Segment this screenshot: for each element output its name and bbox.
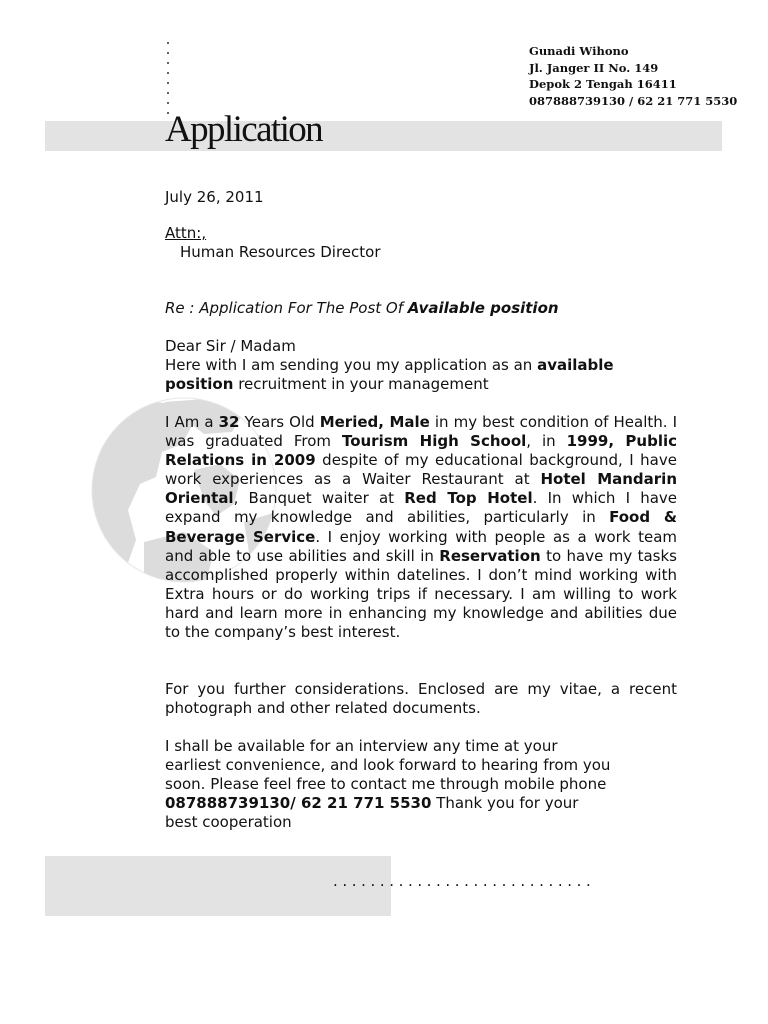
highlight-text: available xyxy=(537,356,614,374)
paragraph-intro xyxy=(165,356,677,394)
employer-name: Hotel Mandarin Oriental xyxy=(165,470,677,508)
attention-label: Attn:, xyxy=(165,224,207,242)
employer-name: Red Top Hotel xyxy=(404,489,533,508)
paragraph-closing-line2: earliest convenience, and look forward to hearing from you xyxy=(165,756,611,775)
sender-address-line2: Depok 2 Tengah 16411 xyxy=(529,77,677,91)
text-span: Years Old xyxy=(239,413,320,431)
paragraph-closing-line3: soon. Please feel free to contact me through mobile phone xyxy=(165,775,607,794)
education-years: 1999, Public Relations in 2009 xyxy=(165,432,677,470)
text-span: . In which I have expand my knowledge and abilities, particularly in xyxy=(165,489,677,527)
text-span: . I enjoy working with people as a work team and able to use abilities and skill in xyxy=(165,527,677,565)
text-span: Thank you for your xyxy=(431,794,579,813)
sender-name: Gunadi Wihono xyxy=(529,44,629,58)
paragraph-closing xyxy=(165,737,665,832)
text-span: I Am a xyxy=(165,413,219,431)
skill-name: Food & Beverage Service xyxy=(165,508,677,546)
subject-position: Available position xyxy=(407,299,559,317)
text-span: Here with I am sending you my application as an xyxy=(165,356,538,374)
sender-address-line1: Jl. Janger II No. 149 xyxy=(529,60,659,75)
page-title: Application xyxy=(165,109,323,150)
letter-date: July 26, 2011 xyxy=(165,188,264,206)
paragraph-closing-line1: I shall be available for an interview any time at your xyxy=(165,737,558,755)
paragraph-intro-line1 xyxy=(165,356,677,375)
text-span: recruitment in your management xyxy=(233,375,489,394)
recipient: Human Resources Director xyxy=(180,243,381,262)
contact-phone: 087888739130/ 62 21 771 5530 xyxy=(165,794,432,813)
paragraph-closing-line5: best cooperation xyxy=(165,813,292,832)
subject-line xyxy=(165,299,677,318)
age-value: 32 xyxy=(218,413,240,431)
paragraph-enclosures: For you further considerations. Enclosed are my vitae, a recent photograph and other related documents. xyxy=(165,680,677,718)
text-span: despite of my educational background, I have work experiences as a Waiter Restaurant at xyxy=(165,451,677,489)
attention-block xyxy=(165,224,677,262)
marital-status: Meried, Male xyxy=(319,413,430,431)
school-name: Tourism High School xyxy=(341,432,527,451)
paragraph-intro-line2 xyxy=(165,375,677,394)
subject-prefix: Re : Application For The Post Of xyxy=(165,299,408,317)
text-span: to have my tasks accomplished properly within datelines. I don’t mind working with Extra hours or do working trips if necessary. I am willing to work hard and learn more in enhancing my knowledge and abilities due to the company’s best interest. xyxy=(165,546,677,642)
paragraph-closing-line4 xyxy=(165,794,665,813)
sender-address-block xyxy=(529,43,737,109)
text-span: , Banquet waiter at xyxy=(233,489,405,508)
highlight-text: position xyxy=(165,375,234,394)
salutation: Dear Sir / Madam xyxy=(165,337,296,355)
header-band xyxy=(45,121,722,151)
sender-phone: 087888739130 / 62 21 771 5530 xyxy=(529,93,738,108)
signature-dotted-line: ............................ xyxy=(333,872,596,890)
text-span: in my best condition of Health. I was graduated From xyxy=(165,413,678,451)
skill-name: Reservation xyxy=(439,546,541,565)
paragraph-experience xyxy=(165,413,677,642)
text-span: , in xyxy=(526,432,567,451)
vertical-dotted-line xyxy=(167,42,173,114)
